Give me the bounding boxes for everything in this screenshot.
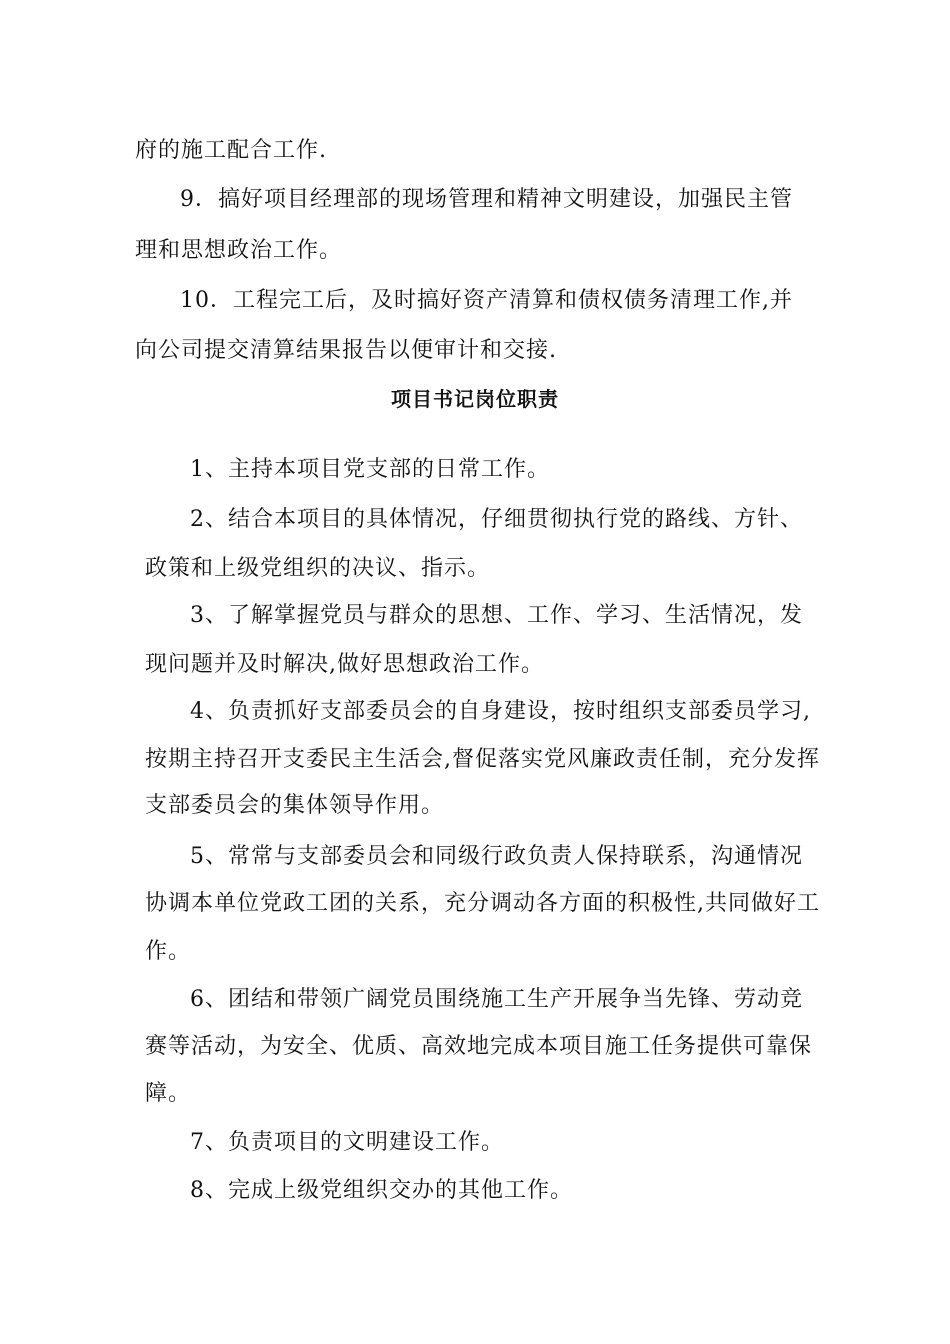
upper-line-2: 9．搞好项目经理部的现场管理和精神文明建设，加强民主管 — [180, 187, 793, 212]
section-title: 项目书记岗位职责 — [391, 387, 559, 411]
item-4-line-3: 支部委员会的集体领导作用。 — [145, 793, 445, 818]
upper-line-4: 10．工程完工后，及时搞好资产清算和债权债务清理工作,并 — [180, 288, 793, 313]
item-6-line-1: 6、团结和带领广阔党员围绕施工生产开展争当先锋、劳动竞 — [190, 987, 803, 1012]
item-4-line-1: 4、负责抓好支部委员会的自身建设，按时组织支部委员学习, — [190, 699, 811, 724]
upper-line-3: 理和思想政治工作。 — [135, 238, 343, 263]
item-7-line-1: 7、负责项目的文明建设工作。 — [190, 1130, 504, 1155]
item-2-line-2: 政策和上级党组织的决议、指示。 — [145, 556, 491, 581]
item-8-line-1: 8、完成上级党组织交办的其他工作。 — [190, 1178, 573, 1203]
upper-line-5: 向公司提交清算结果报告以便审计和交接. — [135, 338, 557, 363]
item-3-line-1: 3、了解掌握党员与群众的思想、工作、学习、生活情况，发 — [190, 603, 803, 628]
item-1-line-1: 1、主持本项目党支部的日常工作。 — [190, 457, 550, 482]
item-5-line-2: 协调本单位党政工团的关系，充分调动各方面的积极性,共同做好工 — [145, 891, 820, 916]
item-5-line-1: 5、常常与支部委员会和同级行政负责人保持联系，沟通情况 — [190, 844, 803, 869]
item-6-line-3: 障。 — [145, 1081, 192, 1106]
item-4-line-2: 按期主持召开支委民主生活会,督促落实党风廉政责任制，充分发挥 — [145, 747, 820, 772]
item-2-line-1: 2、结合本项目的具体情况，仔细贯彻执行党的路线、方针、 — [190, 507, 803, 532]
item-6-line-2: 赛等活动，为安全、优质、高效地完成本项目施工任务提供可靠保 — [145, 1034, 813, 1059]
item-5-line-3: 作。 — [145, 939, 192, 964]
item-3-line-2: 现问题并及时解决,做好思想政治工作。 — [145, 652, 544, 677]
upper-line-1: 府的施工配合工作. — [135, 138, 327, 163]
